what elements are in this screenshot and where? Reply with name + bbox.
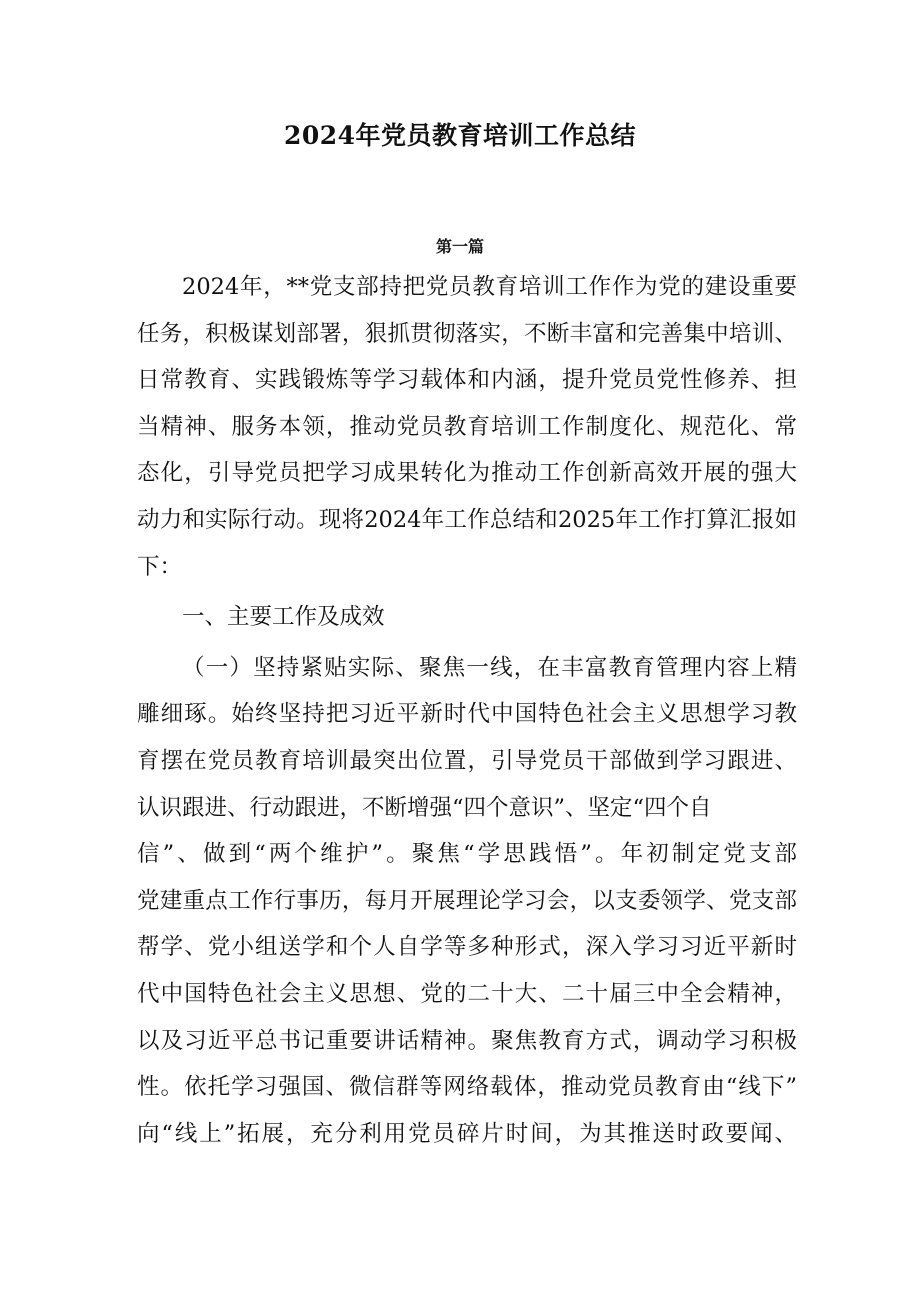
paragraph-line: 性。依托学习强国、微信群等网络载体，推动党员教育由“线下” [137, 1074, 797, 1101]
paragraph-intro [137, 264, 797, 590]
paragraph-main-work [137, 645, 797, 1158]
paragraph-line: 认识跟进、行动跟进，不断增强“四个意识”、坚定“四个自 [137, 794, 712, 821]
document-title: 2024年党员教育培训工作总结 [283, 121, 637, 150]
paragraph-line: 以及习近平总书记重要讲话精神。聚焦教育方式，调动学习积极 [137, 1027, 797, 1054]
paragraph-line: 党建重点工作行事历，每月开展理论学习会，以支委领学、党支部 [137, 887, 797, 914]
paragraph-line: 任务，积极谋划部署，狠抓贯彻落实，不断丰富和完善集中培训、 [137, 320, 797, 347]
paragraph-line: 下： [137, 553, 183, 580]
document-body [137, 264, 797, 1157]
paragraph-line: 动力和实际行动。现将2024年工作总结和2025年工作打算汇报如 [137, 506, 797, 533]
paragraph-line: 代中国特色社会主义思想、党的二十大、二十届三中全会精神， [137, 980, 797, 1007]
paragraph-line: 信”、做到“两个维护”。聚焦“学思践悟”。年初制定党支部 [137, 841, 797, 868]
paragraph-line: 帮学、党小组送学和个人自学等多种形式，深入学习习近平新时 [137, 934, 797, 961]
paragraph-line: 态化，引导党员把学习成果转化为推动工作创新高效开展的强大 [137, 460, 797, 487]
paragraph-line: 向“线上”拓展，充分利用党员碎片时间，为其推送时政要闻、 [137, 1120, 797, 1147]
paragraph-line: 雕细琢。始终坚持把习近平新时代中国特色社会主义思想学习教 [137, 701, 797, 728]
paragraph-line: 当精神、服务本领，推动党员教育培训工作制度化、规范化、常 [137, 413, 797, 440]
paragraph-line: 育摆在党员教育培训最突出位置，引导党员干部做到学习跟进、 [137, 747, 797, 774]
section-label: 第一篇 [435, 237, 484, 256]
paragraph-line: 2024年，**党支部持把党员教育培训工作作为党的建设重要 [182, 274, 797, 300]
paragraph-line: 日常教育、实践锻炼等学习载体和内涵，提升党员党性修养、担 [137, 367, 797, 394]
section-heading: 一、主要工作及成效 [182, 604, 385, 631]
paragraph-line: （一）坚持紧贴实际、聚焦一线，在丰富教育管理内容上精 [182, 654, 797, 681]
